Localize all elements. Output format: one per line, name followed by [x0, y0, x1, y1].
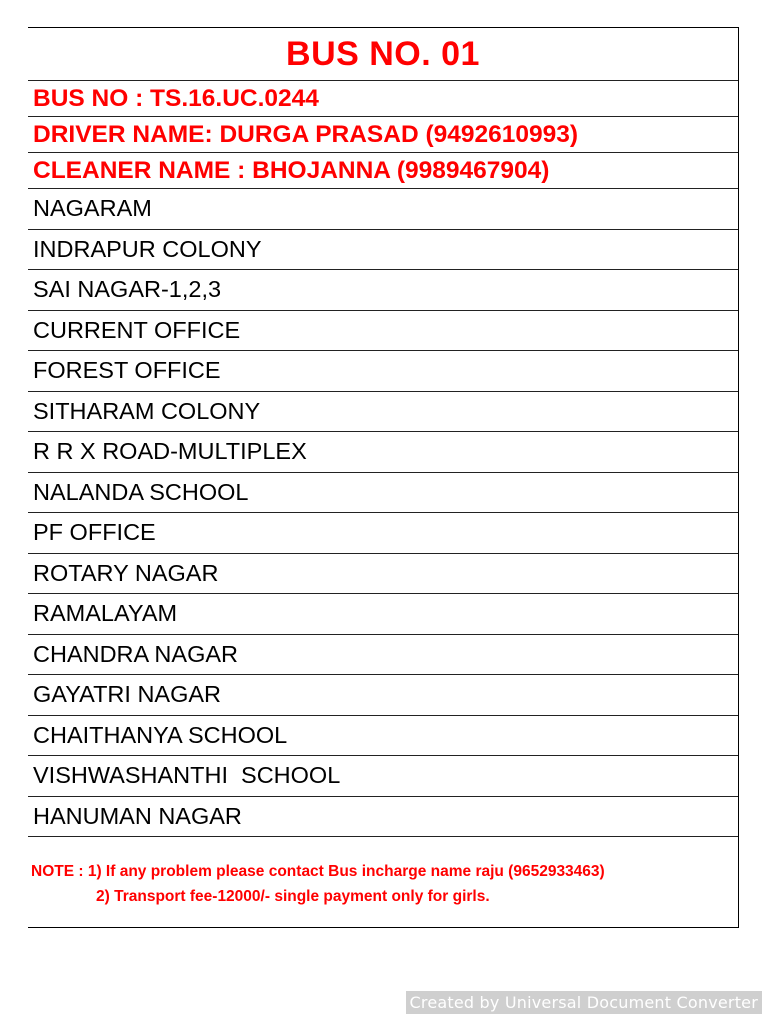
stop-row: NAGARAM — [28, 189, 738, 230]
stop-row: GAYATRI NAGAR — [28, 675, 738, 716]
stop-row: RAMALAYAM — [28, 594, 738, 635]
stop-row: SAI NAGAR-1,2,3 — [28, 270, 738, 311]
stop-row: CHAITHANYA SCHOOL — [28, 716, 738, 757]
stop-row: SITHARAM COLONY — [28, 392, 738, 433]
bus-route-sheet — [28, 27, 739, 928]
notes-section — [28, 837, 738, 909]
note-line-1: NOTE : 1) If any problem please contact Bus incharge name raju (9652933463) — [31, 863, 605, 880]
stop-row: CHANDRA NAGAR — [28, 635, 738, 676]
stop-row: ROTARY NAGAR — [28, 554, 738, 595]
stop-row: HANUMAN NAGAR — [28, 797, 738, 838]
bus-number: BUS NO : TS.16.UC.0244 — [28, 81, 738, 117]
stop-row: PF OFFICE — [28, 513, 738, 554]
page-title: BUS NO. 01 — [28, 28, 738, 81]
stop-row: NALANDA SCHOOL — [28, 473, 738, 514]
stop-row: CURRENT OFFICE — [28, 311, 738, 352]
stop-row: R R X ROAD-MULTIPLEX — [28, 432, 738, 473]
converter-watermark: Created by Universal Document Converter — [406, 991, 762, 1014]
note-line-2: 2) Transport fee-12000/- single payment only for girls. — [96, 888, 490, 905]
driver-name: DRIVER NAME: DURGA PRASAD (9492610993) — [28, 117, 738, 153]
stop-row: FOREST OFFICE — [28, 351, 738, 392]
stop-row: INDRAPUR COLONY — [28, 230, 738, 271]
stop-row: VISHWASHANTHI SCHOOL — [28, 756, 738, 797]
cleaner-name: CLEANER NAME : BHOJANNA (9989467904) — [28, 153, 738, 189]
